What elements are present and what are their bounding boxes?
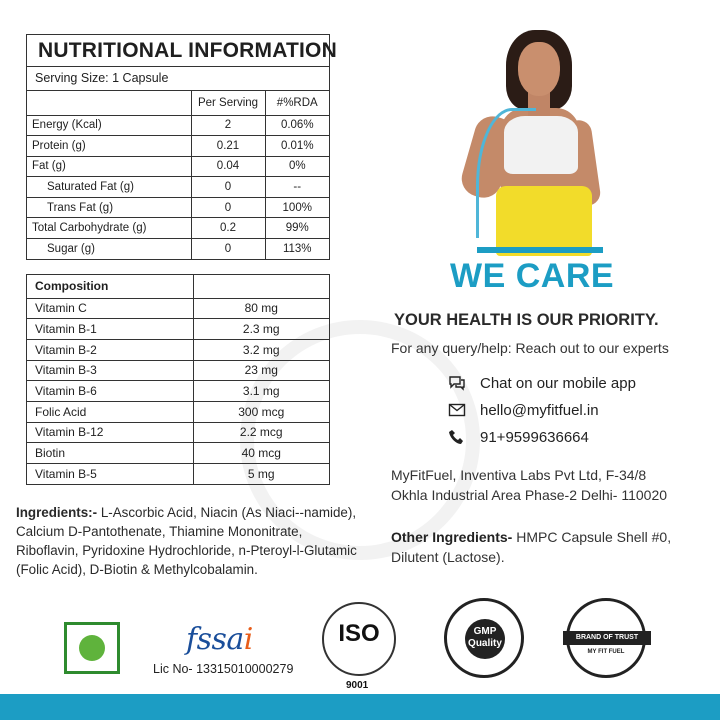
iso-text: ISO <box>338 620 380 647</box>
veg-dot <box>79 635 105 661</box>
row-label: Fat (g) <box>27 156 191 177</box>
model-photo <box>430 20 620 256</box>
fssai-logo <box>186 622 253 657</box>
row-label: Vitamin B-3 <box>27 360 193 381</box>
table-row <box>27 319 329 340</box>
row-rda: 113% <box>265 239 329 260</box>
row-value: 40 mcg <box>193 443 329 464</box>
contact-chat[interactable] <box>448 374 636 392</box>
table-row <box>27 360 329 381</box>
table-row <box>27 115 329 136</box>
row-value: 2.2 mcg <box>193 422 329 443</box>
chat-label: Chat on our mobile app <box>480 374 636 392</box>
row-value: 5 mg <box>193 464 329 485</box>
ingredients-list: L-Ascorbic Acid, Niacin (As Niaci--namide), Calcium D-Pantothenate, Thiamine Mononitrate, Riboflavin, Pyridoxine Hydrochloride, n-Pteroyl-l-Glutamic (Folic Acid), D-Biotin & Methylcobalamin. <box>16 505 357 577</box>
composition-header: Composition <box>27 275 193 298</box>
row-value: 23 mg <box>193 360 329 381</box>
row-label: Vitamin B-2 <box>27 339 193 360</box>
row-value: 3.1 mg <box>193 381 329 402</box>
serving-size: Serving Size: 1 Capsule <box>27 67 329 91</box>
table-row <box>27 464 329 485</box>
row-label: Energy (Kcal) <box>27 115 191 136</box>
header-per-serving: Per Serving <box>191 91 265 115</box>
row-value: 0 <box>191 197 265 218</box>
nutrition-title: NUTRITIONAL INFORMATION <box>27 35 329 67</box>
row-value: 0 <box>191 177 265 198</box>
row-value: 80 mg <box>193 298 329 319</box>
table-row <box>27 381 329 402</box>
photo-face <box>518 42 560 96</box>
gmp-badge-icon <box>444 598 524 678</box>
row-label: Biotin <box>27 443 193 464</box>
table-row <box>27 298 329 319</box>
row-value: 0 <box>191 239 265 260</box>
table-row <box>27 177 329 198</box>
ingredients-text <box>16 503 366 579</box>
row-value: 300 mcg <box>193 401 329 422</box>
table-row <box>27 443 329 464</box>
row-rda: 0.01% <box>265 136 329 157</box>
row-label: Vitamin B-6 <box>27 381 193 402</box>
row-value: 2 <box>191 115 265 136</box>
query-text: For any query/help: Reach out to our experts <box>391 340 669 356</box>
pq-band: BRAND OF TRUST <box>563 631 651 645</box>
table-row <box>27 239 329 260</box>
composition-header-blank <box>193 275 329 298</box>
row-label: Vitamin B-5 <box>27 464 193 485</box>
row-rda: -- <box>265 177 329 198</box>
gmp-line-2: Quality <box>468 638 502 649</box>
table-row <box>27 422 329 443</box>
table-row <box>27 197 329 218</box>
other-ingredients <box>391 527 711 567</box>
row-value: 2.3 mg <box>193 319 329 340</box>
table-row <box>27 156 329 177</box>
contact-email[interactable] <box>448 401 599 419</box>
iso-number: 9001 <box>346 680 369 691</box>
nutrition-table <box>26 34 337 260</box>
phone-icon <box>448 428 466 446</box>
phone-label: 91+9599636664 <box>480 428 589 446</box>
table-header-row <box>27 91 329 115</box>
row-label: Saturated Fat (g) <box>27 177 191 198</box>
header-blank <box>27 91 191 115</box>
row-label: Trans Fat (g) <box>27 197 191 218</box>
pq-sub: MY FIT FUEL <box>587 649 625 655</box>
email-label: hello@myfitfuel.in <box>480 401 599 419</box>
accent-bar <box>477 247 603 253</box>
table-row <box>27 339 329 360</box>
table-row <box>27 401 329 422</box>
row-value: 3.2 mg <box>193 339 329 360</box>
iso-badge-icon <box>322 602 396 676</box>
row-rda: 0.06% <box>265 115 329 136</box>
company-address <box>391 465 667 505</box>
row-label: Total Carbohydrate (g) <box>27 218 191 239</box>
address-line-1: MyFitFuel, Inventiva Labs Pvt Ltd, F-34/8 <box>391 467 647 483</box>
gmp-line-1: GMP <box>473 626 497 637</box>
mail-icon <box>448 401 466 419</box>
license-number: Lic No- 13315010000279 <box>153 662 294 676</box>
table-row <box>27 218 329 239</box>
row-label: Vitamin C <box>27 298 193 319</box>
composition-header-row <box>27 275 329 298</box>
ingredients-label: Ingredients:- <box>16 505 98 520</box>
header-rda: #%RDA <box>265 91 329 115</box>
row-value: 0.04 <box>191 156 265 177</box>
priority-subheading: YOUR HEALTH IS OUR PRIORITY. <box>394 311 659 329</box>
row-value: 0.21 <box>191 136 265 157</box>
row-rda: 0% <box>265 156 329 177</box>
address-line-2: Okhla Industrial Area Phase-2 Delhi- 110020 <box>391 487 668 503</box>
we-care-heading: WE CARE <box>450 257 615 295</box>
contact-phone[interactable] <box>448 428 589 446</box>
row-value: 0.2 <box>191 218 265 239</box>
row-label: Protein (g) <box>27 136 191 157</box>
row-label: Folic Acid <box>27 401 193 422</box>
row-label: Sugar (g) <box>27 239 191 260</box>
other-ingredients-label: Other Ingredients- <box>391 529 513 545</box>
row-rda: 100% <box>265 197 329 218</box>
row-rda: 99% <box>265 218 329 239</box>
vegetarian-mark-icon <box>64 622 120 674</box>
composition-table <box>26 274 330 485</box>
fssai-i: i <box>243 622 253 657</box>
premium-quality-badge-icon <box>566 598 646 678</box>
table-row <box>27 136 329 157</box>
row-label: Vitamin B-1 <box>27 319 193 340</box>
other-ingredients-text: HMPC Capsule Shell #0, Dilutent (Lactose). <box>391 529 672 565</box>
chat-icon <box>448 374 466 392</box>
fssai-text: fssa <box>186 622 244 657</box>
gmp-core <box>465 619 505 659</box>
footer-bar <box>0 694 720 720</box>
row-label: Vitamin B-12 <box>27 422 193 443</box>
